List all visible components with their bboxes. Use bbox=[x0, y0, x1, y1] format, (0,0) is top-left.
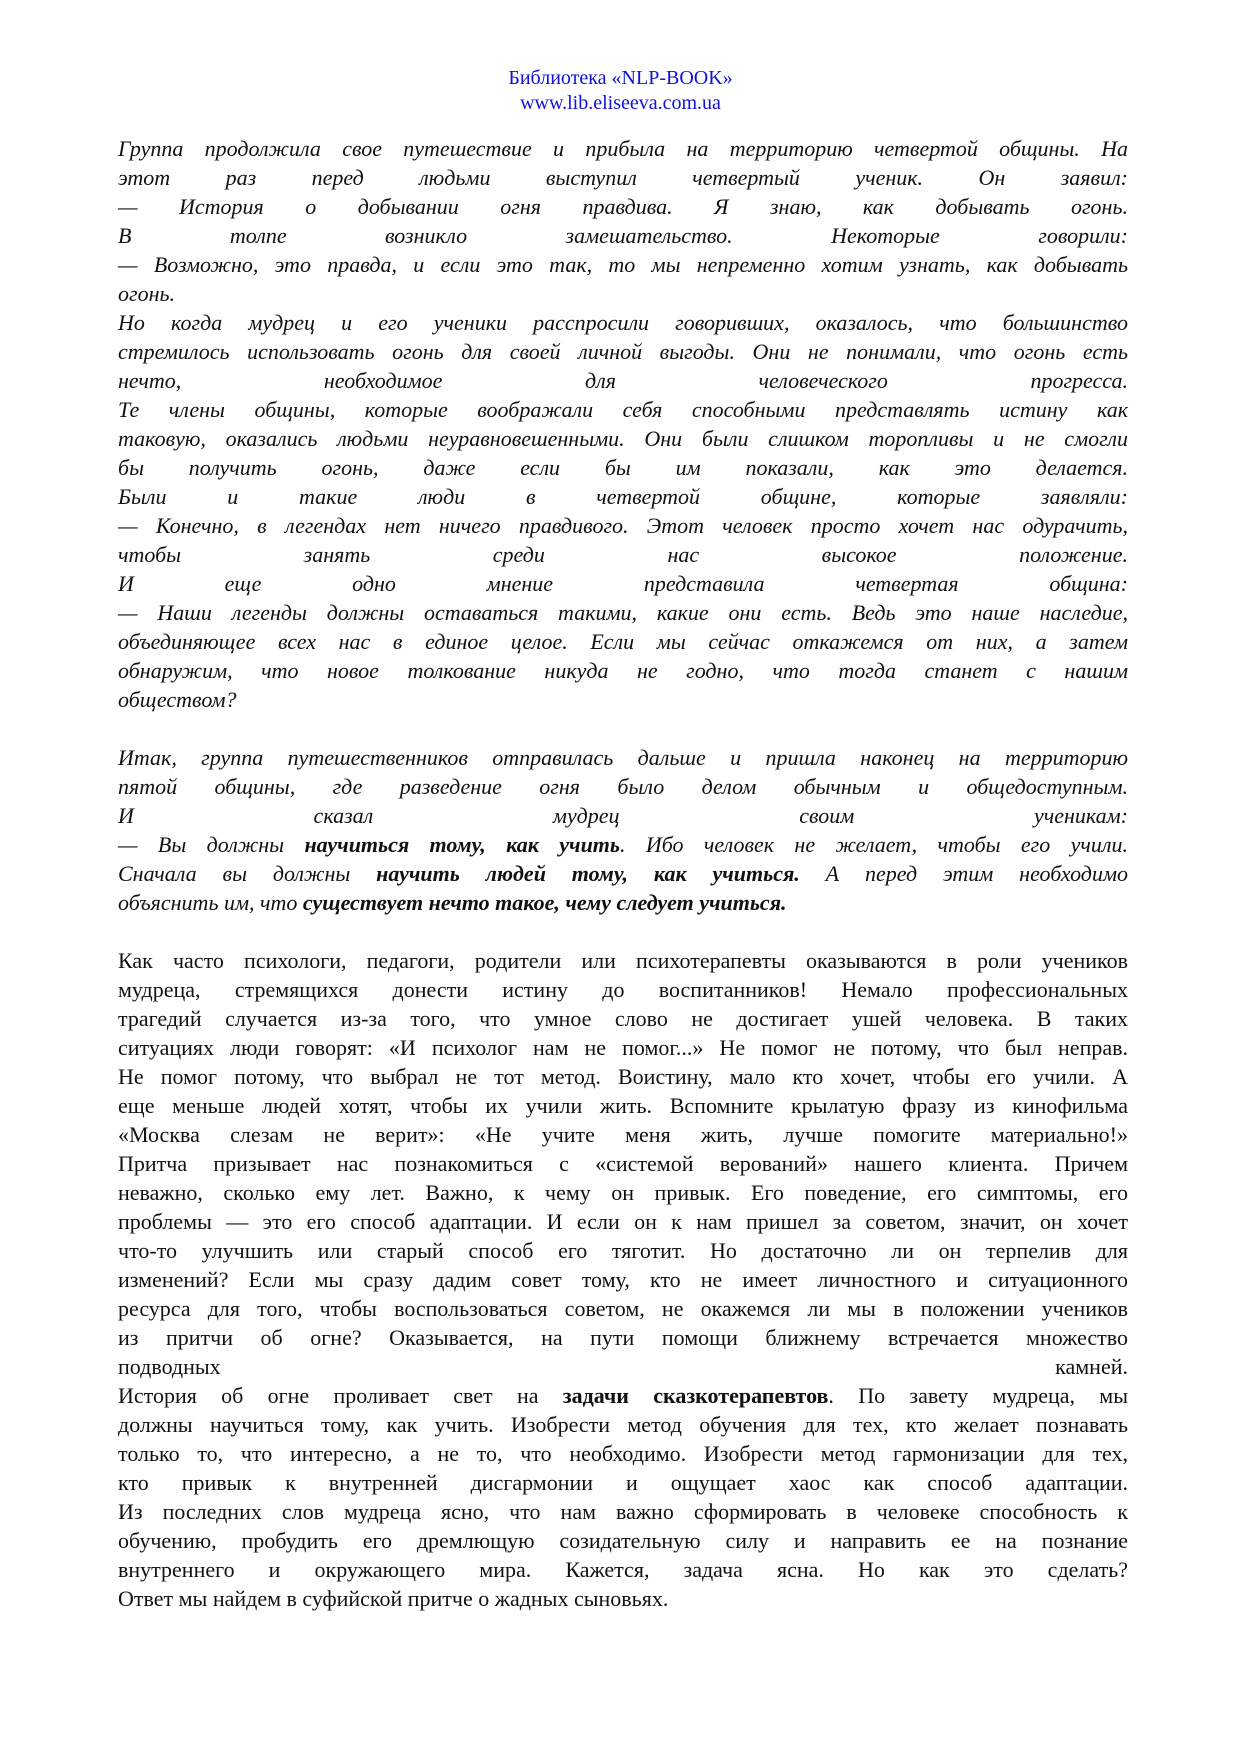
text-line bbox=[118, 366, 1128, 395]
text-segment: В толпе возникло замешательство. Некоторые говорили: bbox=[118, 223, 1128, 248]
text-line bbox=[118, 308, 1128, 337]
text-line bbox=[118, 859, 1128, 888]
text-segment: . По завету мудреца, мы bbox=[828, 1383, 1128, 1408]
text-segment: проблемы — это его способ адаптации. И если он к нам пришел за советом, значит, он хочет bbox=[118, 1209, 1128, 1234]
text-segment: А перед этим необходимо bbox=[799, 861, 1128, 886]
text-line bbox=[118, 163, 1128, 192]
text-line bbox=[118, 1236, 1128, 1265]
text-line bbox=[118, 801, 1128, 830]
text-line bbox=[118, 1062, 1128, 1091]
text-segment: таковую, оказались людьми неуравновешенными. Они были слишком торопливы и не смогли bbox=[118, 426, 1128, 451]
text-segment: этот раз перед людьми выступил четвертый ученик. Он заявил: bbox=[118, 165, 1128, 190]
text-segment: из притчи об огне? Оказывается, на пути помощи ближнему встречается множество bbox=[118, 1325, 1128, 1350]
text-line bbox=[118, 192, 1128, 221]
text-segment: — Возможно, это правда, и если это так, то мы непременно хотим узнать, как добывать bbox=[118, 252, 1128, 277]
text-segment: только то, что интересно, а не то, что необходимо. Изобрести метод гармонизации для тех, bbox=[118, 1441, 1128, 1466]
text-line bbox=[118, 511, 1128, 540]
text-segment: Группа продолжила свое путешествие и прибыла на территорию четвертой общины. На bbox=[118, 136, 1128, 161]
text-line bbox=[118, 1120, 1128, 1149]
text-line bbox=[118, 1294, 1128, 1323]
text-segment: внутреннего и окружающего мира. Кажется, задача ясна. Но как это сделать? bbox=[118, 1557, 1128, 1582]
text-line bbox=[118, 569, 1128, 598]
text-segment: — Вы должны bbox=[118, 832, 305, 857]
text-line bbox=[118, 1033, 1128, 1062]
text-line bbox=[118, 1526, 1128, 1555]
text-segment: Те члены общины, которые воображали себя способными представлять истину как bbox=[118, 397, 1128, 422]
emphasized-text: существует нечто такое, чему следует учиться. bbox=[302, 890, 787, 915]
text-segment: обществом? bbox=[118, 687, 237, 712]
text-segment: Были и такие люди в четвертой общине, которые заявляли: bbox=[118, 484, 1128, 509]
text-segment: неважно, сколько ему лет. Важно, к чему он привык. Его поведение, его симптомы, его bbox=[118, 1180, 1128, 1205]
text-segment: Притча призывает нас познакомиться с «системой верований» нашего клиента. Причем bbox=[118, 1151, 1128, 1176]
text-segment: обнаружим, что новое толкование никуда не годно, что тогда станет с нашим bbox=[118, 658, 1128, 683]
text-line bbox=[118, 1555, 1128, 1584]
text-line bbox=[118, 337, 1128, 366]
emphasized-text: научить людей тому, как учиться. bbox=[376, 861, 800, 886]
text-line bbox=[118, 279, 1128, 308]
text-segment: . Ибо человек не желает, чтобы его учили. bbox=[619, 832, 1128, 857]
text-line bbox=[118, 743, 1128, 772]
text-segment: еще меньше людей хотят, чтобы их учили жить. Вспомните крылатую фразу из кинофильма bbox=[118, 1093, 1128, 1118]
text-segment: История об огне проливает свет на bbox=[118, 1383, 563, 1408]
text-line bbox=[118, 1178, 1128, 1207]
text-line bbox=[118, 656, 1128, 685]
text-line bbox=[118, 685, 1128, 714]
text-line bbox=[118, 830, 1128, 859]
text-line bbox=[118, 1468, 1128, 1497]
text-line bbox=[118, 975, 1128, 1004]
text-segment: — Наши легенды должны оставаться такими, какие они есть. Ведь это наше наследие, bbox=[118, 600, 1128, 625]
library-title: Библиотека «NLP-BOOK» bbox=[508, 67, 733, 89]
text-segment: ситуациях люди говорят: «И психолог нам не помог...» Не помог не потому, что был неправ. bbox=[118, 1035, 1128, 1060]
text-segment: нечто, необходимое для человеческого прогресса. bbox=[118, 368, 1128, 393]
library-url[interactable]: www.lib.eliseeva.com.ua bbox=[520, 92, 721, 114]
text-segment: объединяющее всех нас в единое целое. Если мы сейчас откажемся от них, а затем bbox=[118, 629, 1128, 654]
text-segment: бы получить огонь, даже если бы им показали, как это делается. bbox=[118, 455, 1128, 480]
text-segment: Ответ мы найдем в суфийской притче о жадных сыновьях. bbox=[118, 1586, 669, 1611]
text-segment: чтобы занять среди нас высокое положение. bbox=[118, 542, 1128, 567]
text-line bbox=[118, 1149, 1128, 1178]
text-segment: объяснить им, что bbox=[118, 890, 303, 915]
text-segment: «Москва слезам не верит»: «Не учите меня жить, лучше помогите материально!» bbox=[118, 1122, 1128, 1147]
commentary-text-block bbox=[118, 946, 1128, 1613]
text-line bbox=[118, 1497, 1128, 1526]
emphasized-text: задачи сказкотерапевтов bbox=[562, 1383, 829, 1408]
text-line bbox=[118, 946, 1128, 975]
text-line bbox=[118, 888, 1128, 917]
text-segment: огонь. bbox=[118, 281, 176, 306]
text-segment: подводных камней. bbox=[118, 1354, 1128, 1379]
text-line bbox=[118, 1381, 1128, 1410]
text-segment: мудреца, стремящихся донести истину до воспитанников! Немало профессиональных bbox=[118, 977, 1128, 1002]
text-line bbox=[118, 772, 1128, 801]
text-line bbox=[118, 1584, 1128, 1613]
paragraph-gap bbox=[118, 714, 1128, 743]
text-segment: обучению, пробудить его дремлющую созидательную силу и направить ее на познание bbox=[118, 1528, 1128, 1553]
text-line bbox=[118, 395, 1128, 424]
text-segment: — Конечно, в легендах нет ничего правдивого. Этот человек просто хочет нас одурачить, bbox=[118, 513, 1128, 538]
text-line bbox=[118, 1323, 1128, 1352]
text-segment: пятой общины, где разведение огня было делом обычным и общедоступным. bbox=[118, 774, 1128, 799]
text-segment: что-то улучшить или старый способ его тяготит. Но достаточно ли он терпелив для bbox=[118, 1238, 1128, 1263]
text-segment: трагедий случается из-за того, что умное слово не достигает ушей человека. В таких bbox=[118, 1006, 1128, 1031]
page-header bbox=[0, 66, 1241, 116]
text-segment: Но когда мудрец и его ученики расспросили говоривших, оказалось, что большинство bbox=[118, 310, 1128, 335]
text-line bbox=[118, 482, 1128, 511]
text-segment: изменений? Если мы сразу дадим совет тому, кто не имеет личностного и ситуационного bbox=[118, 1267, 1128, 1292]
text-segment: Из последних слов мудреца ясно, что нам важно сформировать в человеке способность к bbox=[118, 1499, 1128, 1524]
text-line bbox=[118, 221, 1128, 250]
text-line bbox=[118, 250, 1128, 279]
text-line bbox=[118, 1439, 1128, 1468]
emphasized-text: научиться тому, как учить bbox=[304, 832, 620, 857]
text-segment: Сначала вы должны bbox=[118, 861, 377, 886]
text-segment: должны научиться тому, как учить. Изобрести метод обучения для тех, кто желает познавать bbox=[118, 1412, 1128, 1437]
text-line bbox=[118, 627, 1128, 656]
text-segment: И сказал мудрец своим ученикам: bbox=[118, 803, 1128, 828]
text-line bbox=[118, 1410, 1128, 1439]
text-segment: — История о добывании огня правдива. Я знаю, как добывать огонь. bbox=[118, 194, 1128, 219]
text-line bbox=[118, 134, 1128, 163]
parable-text-block bbox=[118, 134, 1128, 714]
text-segment: Не помог потому, что выбрал не тот метод. Воистину, мало кто хочет, чтобы его учили. А bbox=[118, 1064, 1128, 1089]
text-line bbox=[118, 1352, 1128, 1381]
text-line bbox=[118, 1004, 1128, 1033]
text-line bbox=[118, 1265, 1128, 1294]
text-line bbox=[118, 540, 1128, 569]
text-segment: Итак, группа путешественников отправилась дальше и пришла наконец на территорию bbox=[118, 745, 1128, 770]
text-segment: Как часто психологи, педагоги, родители или психотерапевты оказываются в роли учеников bbox=[118, 948, 1128, 973]
text-segment: стремилось использовать огонь для своей личной выгоды. Они не понимали, что огонь есть bbox=[118, 339, 1128, 364]
text-line bbox=[118, 424, 1128, 453]
text-line bbox=[118, 453, 1128, 482]
text-line bbox=[118, 1207, 1128, 1236]
paragraph-gap bbox=[118, 917, 1128, 946]
document-body bbox=[118, 134, 1128, 1613]
parable-text-block bbox=[118, 743, 1128, 917]
text-segment: ресурса для того, чтобы воспользоваться советом, не окажемся ли мы в положении учеников bbox=[118, 1296, 1128, 1321]
text-line bbox=[118, 1091, 1128, 1120]
text-segment: кто привык к внутренней дисгармонии и ощущает хаос как способ адаптации. bbox=[118, 1470, 1128, 1495]
text-segment: И еще одно мнение представила четвертая община: bbox=[118, 571, 1128, 596]
text-line bbox=[118, 598, 1128, 627]
